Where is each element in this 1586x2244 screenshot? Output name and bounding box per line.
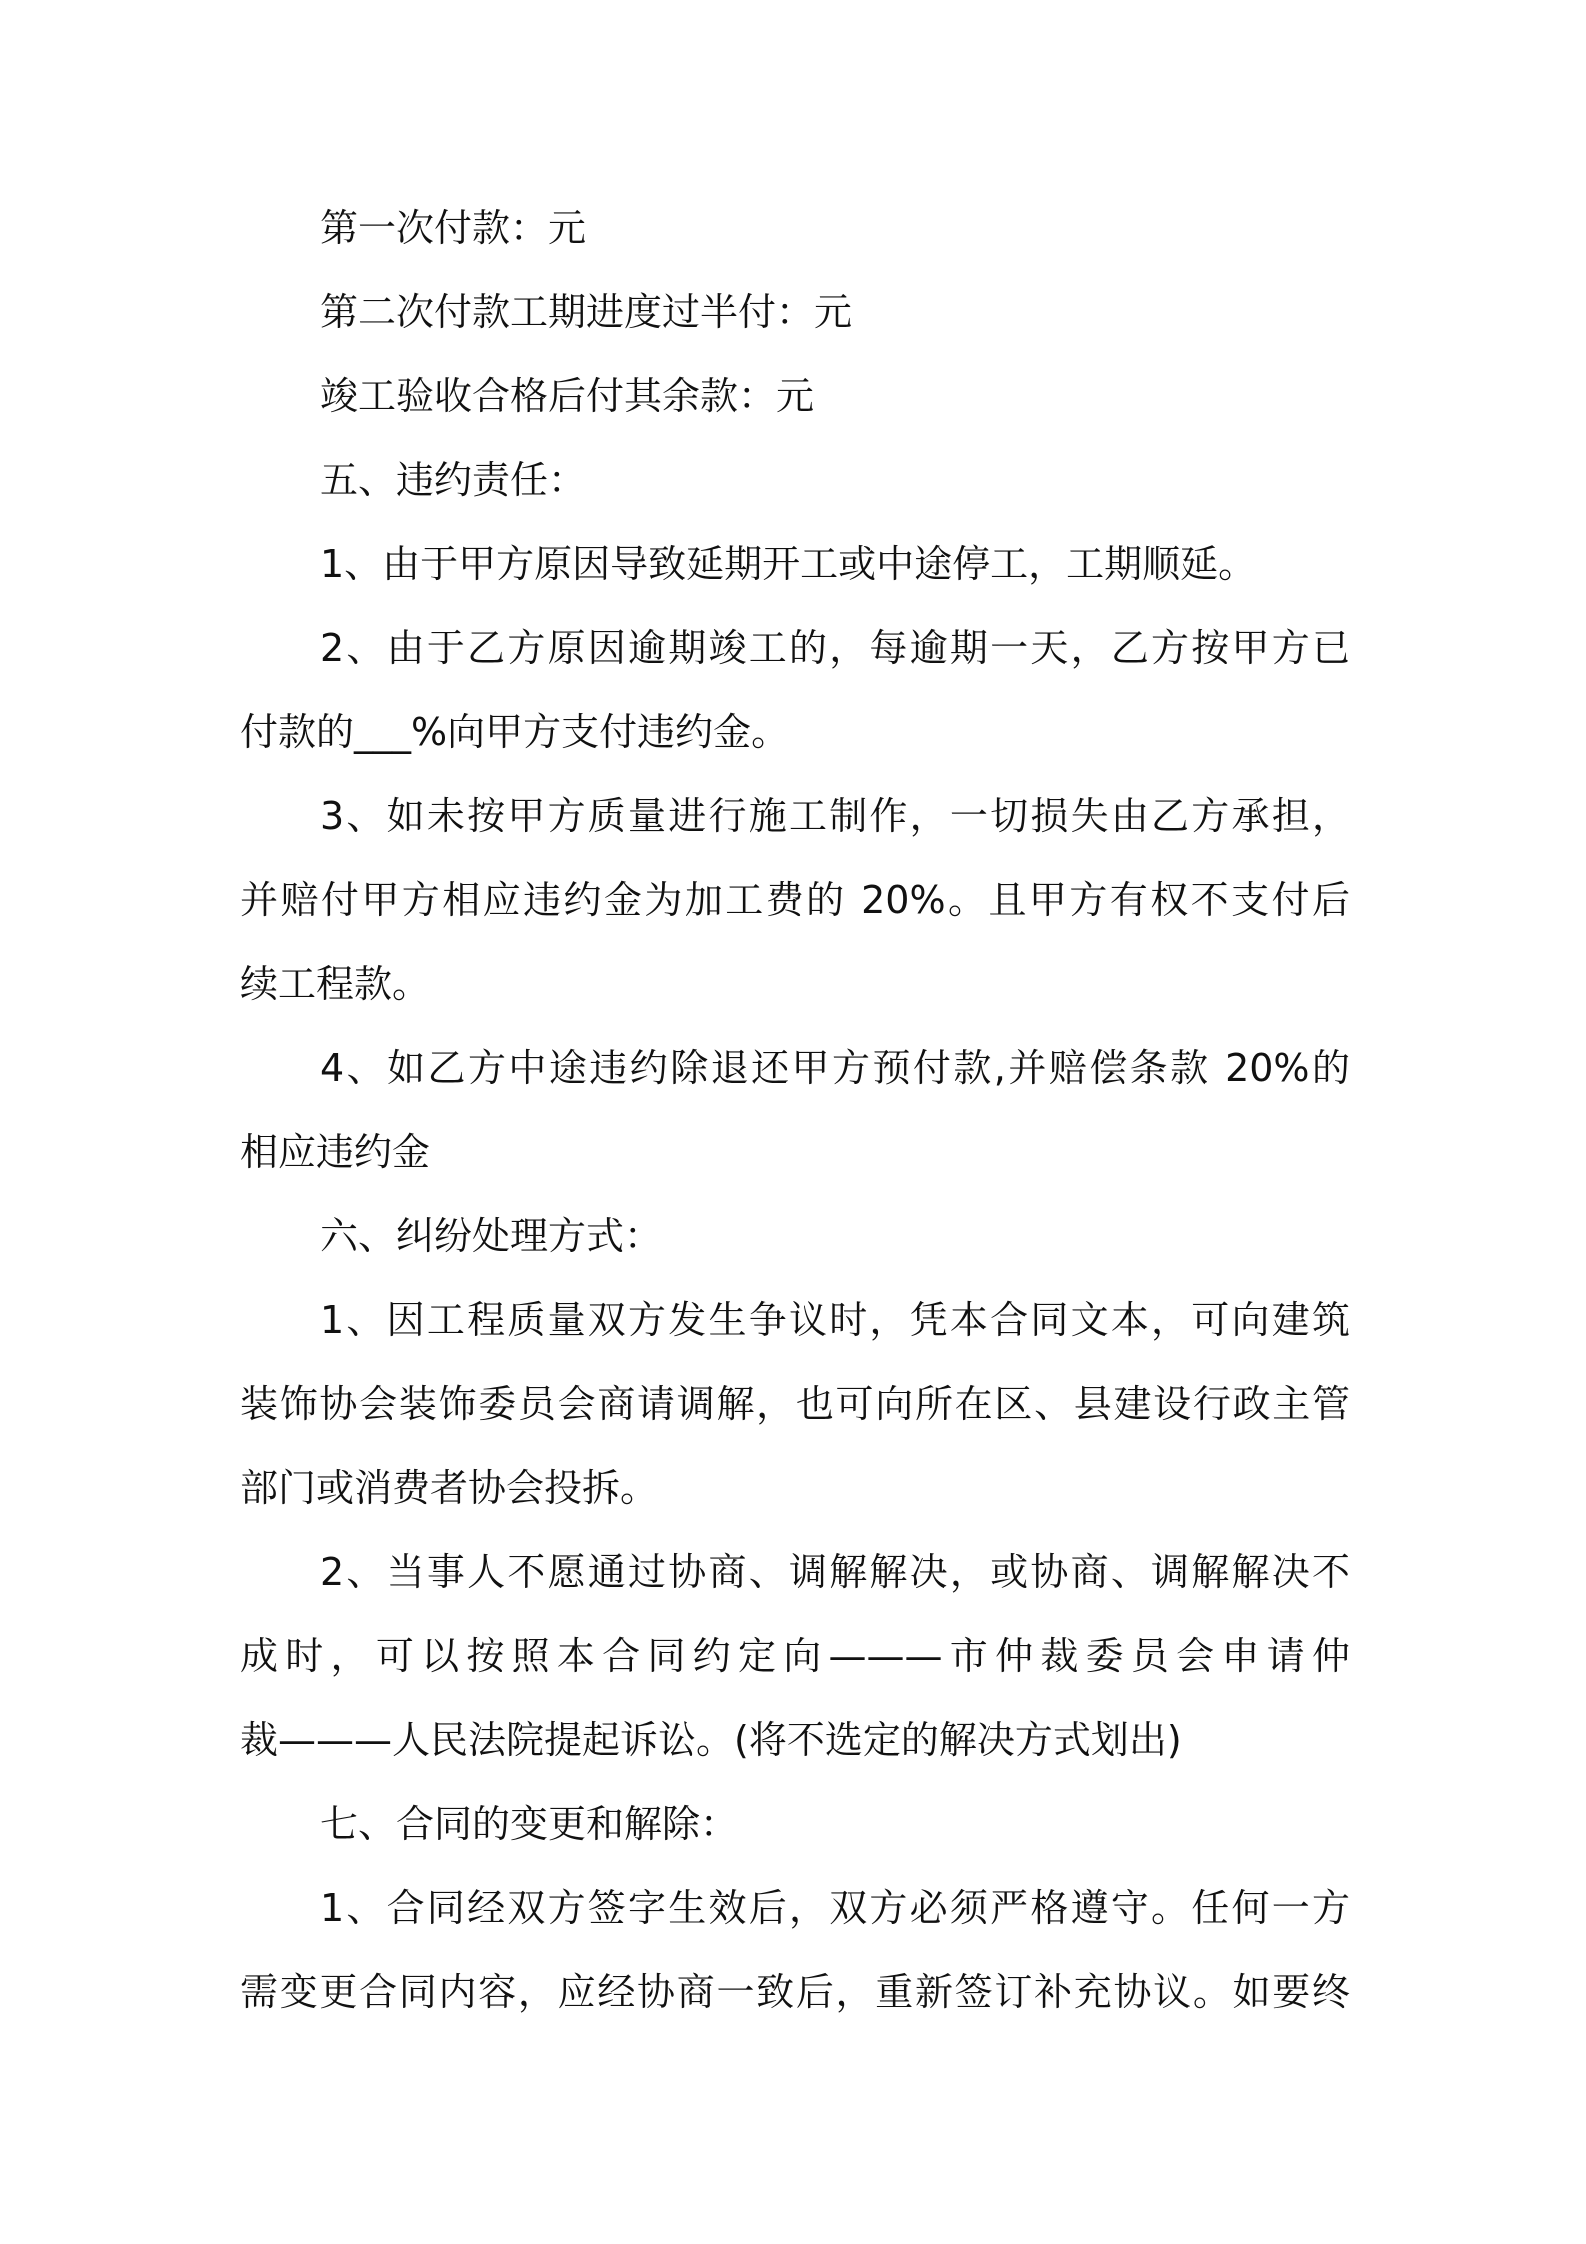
breach-clause-2: 2、由于乙方原因逾期竣工的，每逾期一天，乙方按甲方已 [320, 626, 1350, 670]
section-heading-breach: 五、违约责任： [320, 458, 587, 502]
breach-clause-3-end: 续工程款。 [240, 962, 431, 1006]
breach-clause-4: 4、如乙方中途违约除退还甲方预付款,并赔偿条款 20%的 [320, 1046, 1350, 1090]
breach-clause-3: 3、如未按甲方质量进行施工制作，一切损失由乙方承担， [320, 794, 1350, 838]
dispute-clause-1: 1、因工程质量双方发生争议时，凭本合同文本，可向建筑 [320, 1298, 1350, 1342]
payment-second-line: 第二次付款工期进度过半付：元 [320, 290, 853, 334]
section-heading-dispute: 六、纠纷处理方式： [320, 1214, 663, 1258]
breach-clause-3-cont: 并赔付甲方相应违约金为加工费的 20%。且甲方有权不支付后 [240, 878, 1350, 922]
breach-clause-1: 1、由于甲方原因导致延期开工或中途停工，工期顺延。 [320, 542, 1257, 586]
amendment-clause-1: 1、合同经双方签字生效后，双方必须严格遵守。任何一方 [320, 1886, 1350, 1930]
payment-final-line: 竣工验收合格后付其余款：元 [320, 374, 815, 418]
dispute-clause-2-end: 裁———人民法院提起诉讼。(将不选定的解决方式划出) [240, 1718, 1182, 1762]
amendment-clause-1-cont: 需变更合同内容，应经协商一致后，重新签订补充协议。如要终 [240, 1970, 1350, 2014]
breach-clause-2-cont: 付款的___%向甲方支付违约金。 [240, 710, 790, 754]
dispute-clause-2: 2、当事人不愿通过协商、调解解决，或协商、调解解决不 [320, 1550, 1350, 1594]
dispute-clause-2-cont: 成时，可以按照本合同约定向———市仲裁委员会申请仲 [240, 1634, 1350, 1678]
section-heading-amendment: 七、合同的变更和解除： [320, 1802, 739, 1846]
breach-clause-4-cont: 相应违约金 [240, 1130, 431, 1174]
payment-first-line: 第一次付款：元 [320, 206, 587, 250]
dispute-clause-1-cont: 装饰协会装饰委员会商请调解，也可向所在区、县建设行政主管 [240, 1382, 1350, 1426]
dispute-clause-1-end: 部门或消费者协会投拆。 [240, 1466, 659, 1510]
